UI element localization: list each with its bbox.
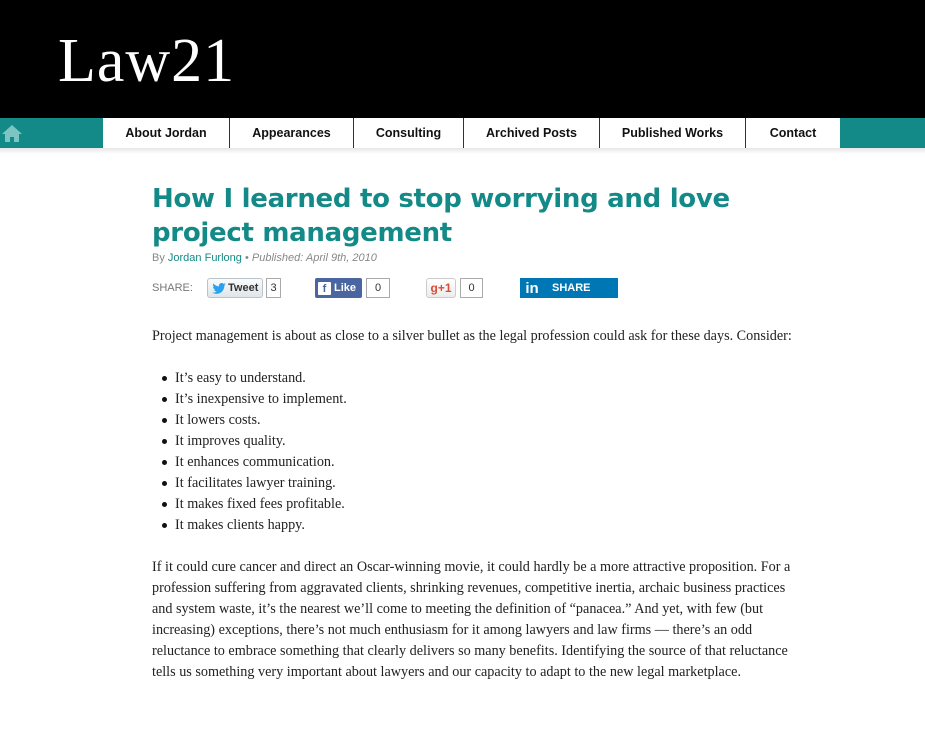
google-plus-button[interactable] (426, 278, 456, 298)
list-item: It enhances communication. (160, 452, 792, 473)
nav-item-contact[interactable]: Contact (769, 126, 817, 140)
linkedin-share-button[interactable] (520, 278, 618, 298)
nav-shadow (0, 148, 925, 154)
twitter-bird-icon (212, 283, 226, 294)
gplus-label: g+1 (430, 281, 452, 295)
list-item: It makes clients happy. (160, 515, 792, 536)
main-nav (0, 118, 925, 148)
intro-paragraph: Project management is about as close to a silver bullet as the legal profession could ask for these days. Consider: (152, 328, 792, 344)
body-paragraph: If it could cure cancer and direct an Oscar-winning movie, it could hardly be a more attractive proposition. For a profession suffering from aggravated clients, shrinking revenues, competitive inertia, archaic business practices and system waste, it’s the nearest we’ll come to meeting the definition of “panacea.” And yet, with few (but increasing) exceptions, there’s not much enthusiasm for it among lawyers and law firms — there’s an odd reluctance to embrace something that clearly delivers so many benefits. Identifying the source of that reluctance tells us something very important about lawyers and our capacity to adapt to the new legal marketplace. (152, 559, 791, 680)
byline-by: By (152, 252, 165, 264)
list-item: It lowers costs. (160, 410, 792, 431)
list-item: It improves quality. (160, 431, 792, 452)
linkedin-icon: in (525, 279, 539, 297)
published-date: Published: April 9th, 2010 (251, 252, 377, 264)
byline-separator: • (244, 252, 249, 264)
home-icon[interactable] (0, 121, 24, 145)
facebook-like-button[interactable] (315, 278, 362, 298)
nav-items (103, 118, 840, 148)
share-label: SHARE: (152, 282, 193, 294)
site-logo[interactable]: Law21 (58, 27, 236, 95)
nav-home-area[interactable] (0, 118, 103, 148)
site-header (0, 0, 925, 118)
like-count: 0 (366, 278, 390, 298)
nav-item-archived-posts[interactable]: Archived Posts (464, 118, 600, 148)
facebook-icon: f (318, 282, 331, 295)
linkedin-label: SHARE (552, 282, 591, 294)
nav-item-consulting[interactable]: Consulting (354, 118, 464, 148)
tweet-label: Tweet (228, 282, 259, 294)
nav-item-about-jordan[interactable]: About Jordan (103, 118, 230, 148)
list-item: It’s inexpensive to implement. (160, 389, 792, 410)
tweet-count: 3 (266, 278, 281, 298)
like-label: Like (334, 282, 357, 294)
author-link[interactable]: Jordan Furlong (167, 252, 242, 264)
article-body (152, 326, 792, 683)
nav-item-published-works[interactable]: Published Works (600, 118, 746, 148)
nav-item-appearances[interactable]: Appearances (230, 118, 354, 148)
list-item: It facilitates lawyer training. (160, 473, 792, 494)
list-item: It makes fixed fees profitable. (160, 494, 792, 515)
benefits-list (160, 368, 792, 536)
article-byline (152, 252, 377, 264)
article-title: How I learned to stop worrying and love project management (152, 184, 730, 248)
tweet-button[interactable] (207, 278, 263, 298)
nav-right-bar (840, 118, 925, 148)
list-item: It’s easy to understand. (160, 368, 792, 389)
share-bar (152, 278, 622, 298)
gplus-count: 0 (460, 278, 483, 298)
